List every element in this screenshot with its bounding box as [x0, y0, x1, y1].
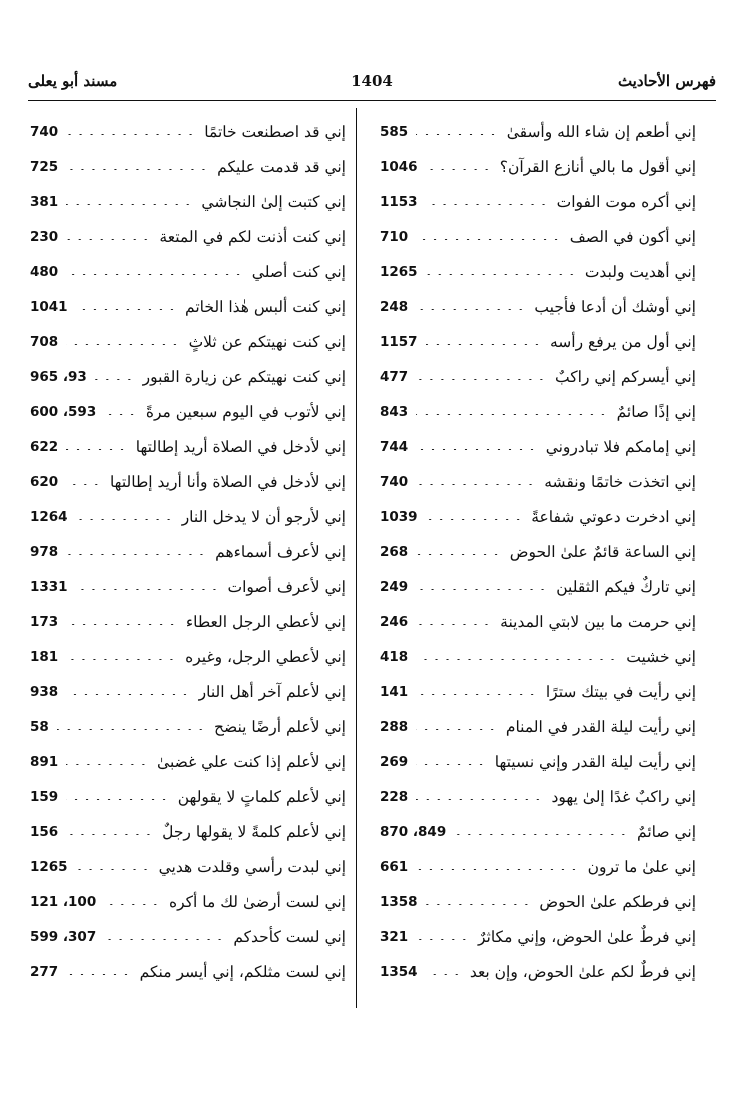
right-index-column	[380, 114, 696, 989]
dot-leader	[66, 974, 131, 975]
hadith-number: 173	[30, 613, 59, 630]
hadith-number: 1264	[30, 508, 68, 525]
hadith-number: 156	[30, 823, 59, 840]
dot-leader	[426, 274, 577, 275]
hadith-number: 249	[380, 578, 409, 595]
hadith-incipit: إني أول من يرفع رأسه	[549, 332, 696, 351]
hadith-incipit: إني أهديت ولبدت	[584, 262, 696, 281]
hadith-incipit: إني فرطٌ علىٰ الحوض، وإني مكاثرٌ	[477, 927, 696, 946]
hadith-number: 277	[30, 963, 59, 980]
index-entry	[380, 394, 696, 429]
hadith-incipit: إني لأعلم كلمةً لا يقولها رجلٌ	[162, 822, 346, 841]
dot-leader	[66, 484, 102, 485]
hadith-number: 744	[380, 438, 409, 455]
hadith-number: 418	[380, 648, 409, 665]
hadith-incipit: إني ادخرت دعوتي شفاعةً	[531, 507, 696, 526]
index-entry	[30, 429, 346, 464]
index-entry	[30, 499, 346, 534]
hadith-number: 477	[380, 368, 409, 385]
hadith-incipit: إني لأعطي الرجل العطاء	[185, 612, 346, 631]
hadith-incipit: إني لبدت رأسي وقلدت هديي	[158, 857, 346, 876]
dot-leader	[76, 519, 174, 520]
index-entry	[30, 534, 346, 569]
dot-leader	[416, 589, 548, 590]
hadith-number: 1358	[380, 893, 418, 910]
dot-leader	[454, 834, 629, 835]
dot-leader	[426, 204, 549, 205]
hadith-incipit: إني لست كأحدكم	[233, 927, 346, 946]
dot-leader	[416, 554, 502, 555]
hadith-number: 269	[380, 753, 409, 770]
hadith-incipit: إني كنت أذنت لكم في المتعة	[159, 227, 346, 246]
hadith-number: 381	[30, 193, 59, 210]
index-entry	[30, 919, 346, 954]
hadith-number: 938	[30, 683, 59, 700]
dot-leader	[416, 239, 562, 240]
hadith-incipit: إني لأعرف أصوات	[227, 577, 346, 596]
index-entry	[380, 674, 696, 709]
dot-leader	[66, 694, 190, 695]
dot-leader	[416, 449, 538, 450]
dot-leader	[416, 624, 492, 625]
index-entry	[380, 464, 696, 499]
index-entry	[30, 884, 346, 919]
dot-leader	[426, 974, 462, 975]
index-entry	[380, 499, 696, 534]
index-entry	[30, 639, 346, 674]
index-entry	[30, 149, 346, 184]
hadith-number: 843	[380, 403, 409, 420]
hadith-incipit: إني لأرجو أن لا يدخل النار	[181, 507, 346, 526]
hadith-number: 268	[380, 543, 409, 560]
dot-leader	[76, 309, 177, 310]
index-entry	[30, 674, 346, 709]
hadith-incipit: إني رأيت ليلة القدر في المنام	[505, 717, 696, 736]
hadith-incipit: إني لأعلم إذا كنت علي غضبىٰ	[157, 752, 346, 771]
hadith-number: 58	[30, 718, 49, 735]
hadith-number: 480	[30, 263, 59, 280]
dot-leader	[416, 309, 526, 310]
hadith-incipit: إني كنت أصلي	[251, 262, 346, 281]
dot-leader	[416, 379, 547, 380]
hadith-incipit: إني اتخذت خاتمًا ونقشه	[544, 472, 696, 491]
index-entry	[380, 184, 696, 219]
hadith-incipit: إني لأعطي الرجل، وغيره	[185, 647, 346, 666]
hadith-incipit: إني رأيت ليلة القدر وإني نسيتها	[494, 752, 696, 771]
dot-leader	[104, 904, 161, 905]
index-entry	[380, 359, 696, 394]
hadith-incipit: إني إمامكم فلا تبادروني	[545, 437, 696, 456]
index-entry	[30, 254, 346, 289]
index-entry	[380, 149, 696, 184]
hadith-number: 1046	[380, 158, 418, 175]
hadith-number: 620	[30, 473, 59, 490]
index-entry	[380, 744, 696, 779]
index-entry	[380, 534, 696, 569]
dot-leader	[426, 904, 532, 905]
hadith-incipit: إني أقول ما بالي أنازع القرآن؟	[499, 157, 696, 176]
dot-leader	[66, 344, 180, 345]
index-entry	[30, 289, 346, 324]
hadith-number: 710	[380, 228, 409, 245]
dot-leader	[416, 729, 498, 730]
hadith-incipit: إني لأعلم كلماتٍ لا يقولهن	[177, 787, 346, 806]
hadith-number: 228	[380, 788, 409, 805]
index-entry	[30, 359, 346, 394]
hadith-number: 740	[30, 123, 59, 140]
dot-leader	[66, 834, 154, 835]
dot-leader	[416, 414, 608, 415]
hadith-number: 1265	[380, 263, 418, 280]
hadith-number: 891	[30, 753, 59, 770]
column-divider	[356, 108, 357, 1008]
dot-leader	[416, 939, 470, 940]
hadith-incipit: إني فرطكم علىٰ الحوض	[539, 892, 696, 911]
dot-leader	[416, 764, 487, 765]
hadith-number: 1039	[380, 508, 418, 525]
dot-leader	[76, 869, 151, 870]
hadith-incipit: إني راكبٌ غدًا إلىٰ يهود	[551, 787, 696, 806]
hadith-number: 978	[30, 543, 59, 560]
hadith-incipit: إني لأعلم أرضًا ينضح	[214, 717, 346, 736]
index-entry	[380, 219, 696, 254]
index-entry	[380, 884, 696, 919]
page-number: 1404	[351, 72, 393, 90]
hadith-incipit: إني خشيت	[626, 647, 696, 666]
hadith-incipit: إني لست مثلكم، إني أيسر منكم	[139, 962, 346, 981]
index-entry	[30, 849, 346, 884]
index-entry	[380, 779, 696, 814]
dot-leader	[66, 624, 178, 625]
hadith-number: 1153	[380, 193, 418, 210]
hadith-number: 585	[380, 123, 409, 140]
hadith-incipit: إني كنت ألبس هٰذا الخاتم	[185, 297, 346, 316]
dot-leader	[95, 379, 135, 380]
hadith-number: 1331	[30, 578, 68, 595]
index-entry	[380, 709, 696, 744]
index-entry	[380, 919, 696, 954]
hadith-number: 849، 870	[380, 823, 447, 840]
section-title: فهرس الأحاديث	[617, 72, 716, 90]
dot-leader	[66, 134, 196, 135]
dot-leader	[416, 694, 538, 695]
hadith-number: 181	[30, 648, 59, 665]
index-entry	[380, 429, 696, 464]
dot-leader	[66, 764, 149, 765]
dot-leader	[426, 169, 492, 170]
hadith-number: 159	[30, 788, 59, 805]
hadith-number: 1157	[380, 333, 418, 350]
hadith-number: 141	[380, 683, 409, 700]
hadith-incipit: إني كنت نهيتكم عن ثلاثٍ	[188, 332, 346, 351]
index-entry	[30, 219, 346, 254]
index-entry	[30, 954, 346, 989]
hadith-incipit: إني لأدخل في الصلاة وأنا أريد إطالتها	[109, 472, 346, 491]
hadith-incipit: إني قد اصطنعت خاتمًا	[204, 122, 346, 141]
hadith-number: 321	[380, 928, 409, 945]
hadith-incipit: إني لأعرف أسماءهم	[215, 542, 346, 561]
dot-leader	[66, 799, 170, 800]
hadith-number: 740	[380, 473, 409, 490]
index-entry	[30, 569, 346, 604]
hadith-incipit: إني علىٰ ما ترون	[587, 857, 696, 876]
index-entry	[380, 814, 696, 849]
left-index-column	[30, 114, 346, 989]
hadith-number: 288	[380, 718, 409, 735]
hadith-incipit: إني كنت نهيتكم عن زيارة القبور	[142, 367, 346, 386]
hadith-number: 93، 965	[30, 368, 87, 385]
hadith-incipit: إني أكره موت الفوات	[556, 192, 696, 211]
hadith-number: 593، 600	[30, 403, 97, 420]
hadith-incipit: إني رأيت في بيتك سترًا	[545, 682, 696, 701]
hadith-incipit: إني أيسركم إني راكبٌ	[555, 367, 696, 386]
dot-leader	[66, 239, 151, 240]
hadith-number: 248	[380, 298, 409, 315]
index-entry	[30, 394, 346, 429]
index-entry	[30, 184, 346, 219]
dot-leader	[426, 344, 542, 345]
page-header	[28, 66, 716, 96]
index-entry	[380, 324, 696, 359]
hadith-incipit: إني صائمٌ	[637, 822, 696, 841]
dot-leader	[57, 729, 206, 730]
index-entry	[30, 324, 346, 359]
hadith-number: 708	[30, 333, 59, 350]
hadith-number: 622	[30, 438, 59, 455]
dot-leader	[426, 519, 524, 520]
dot-leader	[66, 169, 209, 170]
dot-leader	[104, 414, 138, 415]
index-entry	[380, 569, 696, 604]
dot-leader	[66, 274, 244, 275]
index-entry	[380, 849, 696, 884]
index-entry	[30, 744, 346, 779]
hadith-incipit: إني أطعم إن شاء الله وأسقىٰ	[506, 122, 696, 141]
hadith-incipit: إني قد قدمت عليكم	[217, 157, 346, 176]
dot-leader	[66, 204, 193, 205]
hadith-number: 230	[30, 228, 59, 245]
hadith-incipit: إني حرمت ما بين لابتي المدينة	[500, 612, 696, 631]
dot-leader	[416, 484, 536, 485]
dot-leader	[66, 659, 177, 660]
hadith-incipit: إني كتبت إلىٰ النجاشي	[201, 192, 346, 211]
hadith-incipit: إني أوشك أن أدعا فأجيب	[534, 297, 696, 316]
hadith-number: 100، 121	[30, 893, 97, 910]
dot-leader	[416, 134, 499, 135]
index-entry	[380, 254, 696, 289]
index-entry	[30, 114, 346, 149]
index-entry	[30, 709, 346, 744]
index-entry	[380, 289, 696, 324]
dot-leader	[416, 869, 579, 870]
index-entry	[380, 604, 696, 639]
index-entry	[380, 954, 696, 989]
hadith-incipit: إني أكون في الصف	[569, 227, 696, 246]
hadith-incipit: إني لأدخل في الصلاة أريد إطالتها	[135, 437, 346, 456]
index-entry	[30, 464, 346, 499]
hadith-incipit: إني تاركٌ فيكم الثقلين	[556, 577, 696, 596]
hadith-number: 1041	[30, 298, 68, 315]
hadith-incipit: إني الساعة قائمٌ علىٰ الحوض	[509, 542, 696, 561]
dot-leader	[104, 939, 225, 940]
book-title: مسند أبو يعلى	[28, 72, 118, 90]
header-rule	[28, 100, 716, 101]
hadith-number: 307، 599	[30, 928, 97, 945]
hadith-incipit: إني إذًا صائمٌ	[616, 402, 696, 421]
hadith-incipit: إني لأتوب في اليوم سبعين مرةً	[145, 402, 346, 421]
hadith-number: 661	[380, 858, 409, 875]
index-entry	[380, 639, 696, 674]
hadith-incipit: إني فرطٌ لكم علىٰ الحوض، وإن بعد	[469, 962, 696, 981]
hadith-number: 1354	[380, 963, 418, 980]
hadith-number: 1265	[30, 858, 68, 875]
dot-leader	[416, 799, 543, 800]
dot-leader	[66, 554, 207, 555]
index-entry	[30, 814, 346, 849]
index-entry	[30, 779, 346, 814]
hadith-incipit: إني لأعلم آخر أهل النار	[198, 682, 346, 701]
hadith-number: 725	[30, 158, 59, 175]
hadith-number: 246	[380, 613, 409, 630]
index-entry	[380, 114, 696, 149]
dot-leader	[66, 449, 128, 450]
dot-leader	[416, 659, 618, 660]
dot-leader	[76, 589, 220, 590]
hadith-incipit: إني لست أرضىٰ لك ما أكره	[169, 892, 346, 911]
index-entry	[30, 604, 346, 639]
